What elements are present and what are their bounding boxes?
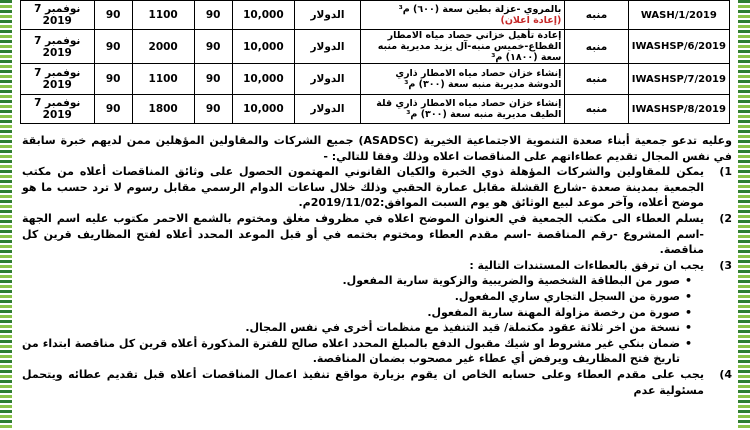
- validity-days-cell: 90: [94, 95, 132, 124]
- document-bullet: • صور من البطاقة الشخصية والضريبية والزكوية سارية المفعول.: [342, 274, 692, 288]
- item-number: 4): [719, 367, 732, 381]
- duration-days-cell: 90: [194, 30, 232, 64]
- guarantee-amount-cell: 1100: [132, 64, 194, 95]
- project-description-cell: [360, 64, 564, 95]
- duration-days-cell: 90: [194, 1, 232, 30]
- district-cell: منبه: [565, 64, 628, 95]
- item-text: يجب ان ترفق بالعطاءات المستندات التالية :: [469, 258, 704, 272]
- currency-cell: الدولار: [295, 30, 361, 64]
- announcement-body: [22, 133, 732, 398]
- tender-code-cell: IWASHSP/6/2019: [628, 30, 729, 64]
- description-line: سعة (١٨٠٠) م³: [491, 52, 562, 63]
- description-line: بالمروي -عزلة بطين سعة (٦٠٠) م³: [398, 4, 562, 15]
- tenders-table: [20, 0, 730, 124]
- description-line: القطاع-خميس منبه-آل يزيد مديرية منبه: [377, 41, 562, 52]
- description-line: الدوشة مديرية منبه سعة (٣٠٠) م³: [404, 79, 562, 90]
- description-line: إنشاء خزان حصاد مياه الامطار ذاري قلة: [376, 98, 562, 109]
- item-number: 1): [719, 165, 732, 179]
- guarantee-amount-cell: 1800: [132, 95, 194, 124]
- validity-days-cell: 90: [94, 1, 132, 30]
- tender-date-cell: 7 نوفمبر 2019: [21, 30, 95, 64]
- description-line: الطيف مديرية منبه سعة (٣٠٠) م³: [406, 109, 562, 120]
- document-bullet: • نسخة من اخر ثلاثة عقود مكتملة/ قيد التنفيذ مع منظمات أخرى في نفس المجال.: [245, 321, 692, 335]
- condition-item-2: [22, 211, 732, 258]
- document-bullet: • صورة من رخصة مزاولة المهنة سارية المفعول.: [427, 305, 692, 319]
- currency-cell: الدولار: [295, 1, 361, 30]
- document-fee-cell: 10,000: [232, 64, 294, 95]
- project-description-cell: [360, 30, 564, 64]
- currency-cell: الدولار: [295, 64, 361, 95]
- description-line: إنشاء خزان حصاد مياه الامطار ذاري: [395, 68, 562, 79]
- description-line: إعادة تأهيل خزاني حصاد مياه الامطار: [387, 30, 562, 41]
- guarantee-amount-cell: 1100: [132, 1, 194, 30]
- duration-days-cell: 90: [194, 95, 232, 124]
- item-number: 3): [719, 258, 732, 272]
- condition-item-1: [22, 164, 732, 211]
- tender-code-cell: IWASHSP/8/2019: [628, 95, 729, 124]
- guarantee-amount-cell: 2000: [132, 30, 194, 64]
- district-cell: منبه: [565, 95, 628, 124]
- condition-item-3: [22, 258, 732, 274]
- bullet-icon: •: [684, 305, 692, 319]
- item-text: يجب على مقدم العطاء وعلى حسابه الخاص ان يقوم بزيارة مواقع تنفيذ اعمال المناقصات أعلاه قبل تقديم عطائه ويتحمل مسئولية عدم: [22, 367, 704, 397]
- tender-code-cell: IWASHSP/7/2019: [628, 64, 729, 95]
- decorative-border-left: [0, 0, 12, 430]
- bullet-icon: •: [684, 321, 692, 335]
- condition-item-4: [22, 367, 732, 398]
- bullet-icon: •: [684, 289, 692, 303]
- tender-date-cell: 7 نوفمبر 2019: [21, 95, 95, 124]
- document-bullet: • ضمان بنكي غير مشروط او شيك مقبول الدفع بالمبلغ المحدد اعلاه صالح للفترة المذكورة أعلاه قرين كل مناقصة ابتداء من تاريخ فتح المظاريف ويرفض أي عطاء غير مصحوب بضمان المناقصة.: [22, 336, 692, 366]
- bullet-icon: •: [684, 336, 692, 350]
- document-fee-cell: 10,000: [232, 95, 294, 124]
- project-description-cell: [360, 95, 564, 124]
- table-row: [21, 64, 730, 95]
- tender-date-cell: 7 نوفمبر 2019: [21, 1, 95, 30]
- duration-days-cell: 90: [194, 64, 232, 95]
- district-cell: منبه: [565, 1, 628, 30]
- intro-paragraph: وعليه تدعو جمعية أبناء صعدة التنموية الاجتماعية الخيرية (ASADSC) جميع الشركات والمقاولين المؤهلين ممن لديهم خبرة سابقة في نفس المجال تقديم عطاءاتهم على المناقصات اعلاه وذلك وفقا للتالي: -: [22, 134, 732, 163]
- tender-code-cell: WASH/1/2019: [628, 1, 729, 30]
- bullet-icon: •: [684, 274, 692, 288]
- district-cell: منبه: [565, 30, 628, 64]
- currency-cell: الدولار: [295, 95, 361, 124]
- re-announcement-note: (إعادة اعلان): [500, 15, 562, 26]
- decorative-border-right: [738, 0, 750, 430]
- table-row: [21, 1, 730, 30]
- document-bullet: • صورة من السجل التجاري ساري المفعول.: [454, 289, 692, 303]
- item-number: 2): [719, 211, 732, 225]
- item-text: يمكن للمقاولين والشركات المؤهلة ذوي الخبرة والكيان القانوني المهتمون الحصول على وثائق المناقصات أعلاه من مكتب الجمعية بمدينة صعدة -شارع القشلة مقابل عمارة الحقبي وذلك خلال ساعات الدوام الرسمي مقابل رسوم لا ترد حسب ما هو موضح أعلاه، وآخر موعد لبيع الوثائق هو يوم السبت الموافق:2019/11/02م.: [22, 165, 704, 210]
- tender-date-cell: 7 نوفمبر 2019: [21, 64, 95, 95]
- document-fee-cell: 10,000: [232, 1, 294, 30]
- item-text: يسلم العطاء الى مكتب الجمعية في العنوان الموضح اعلاه في مظروف مغلق ومختوم بالشمع الاحمر مكتوب عليه اسم الجهة -اسم المشروع -رقم المناقصة -اسم مقدم العطاء ومختوم بختمه في أو قبل الموعد المحدد أعلاه لفتح المظاريف قرين كل مناقصة.: [22, 211, 704, 257]
- validity-days-cell: 90: [94, 64, 132, 95]
- document-fee-cell: 10,000: [232, 30, 294, 64]
- table-row: [21, 30, 730, 64]
- table-row: [21, 95, 730, 124]
- validity-days-cell: 90: [94, 30, 132, 64]
- project-description-cell: [360, 1, 564, 30]
